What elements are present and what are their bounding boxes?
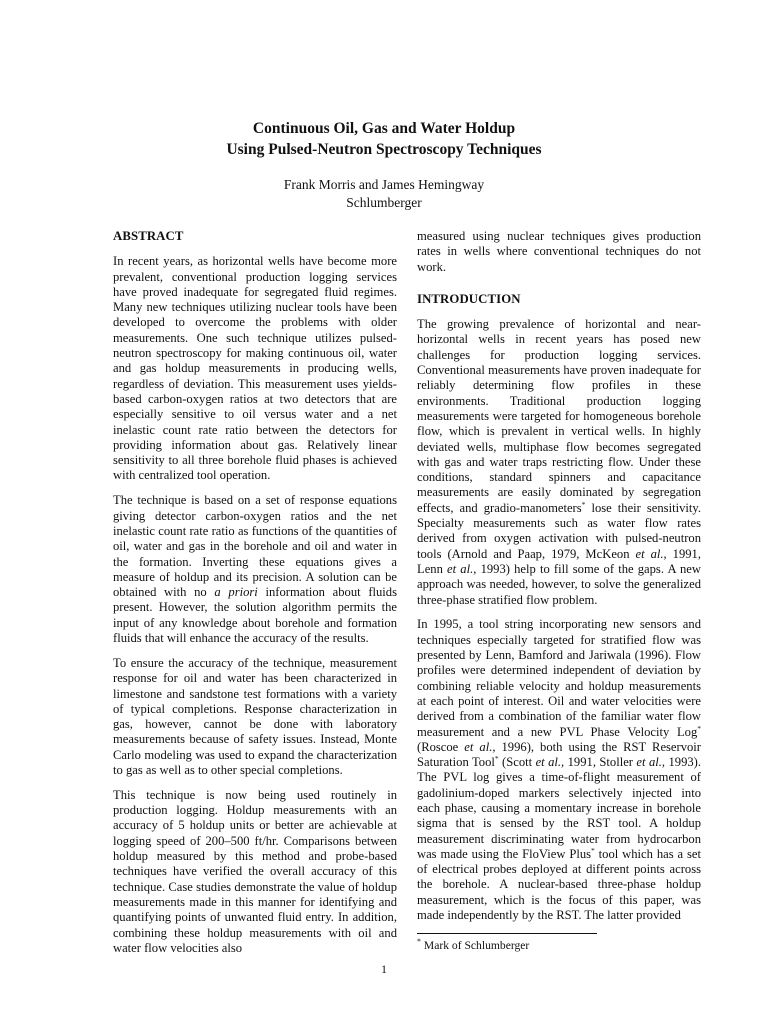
text-run: (Scott [498, 755, 536, 770]
text-run: , 1996), both using the RST Reservoir Saturation Tool [417, 739, 701, 770]
text-run: , 1993) help to fill some of the gaps. A new approach was needed, however, to solve the generalized three-phase stratified flow problem. [417, 561, 701, 607]
title-line-2: Using Pulsed-Neutron Spectroscopy Techniques [226, 141, 542, 158]
text-run: information about fluids present. However, the solution algorithm permits the input of any knowledge about borehole and formation fluids that will enhance the accuracy of the results. [113, 585, 398, 646]
introduction-heading: INTRODUCTION [417, 291, 521, 306]
abstract-continuation: measured using nuclear techniques gives production rates in wells where conventional techniques do not work. [417, 229, 701, 274]
text-run: , 1991, Stoller [561, 755, 637, 770]
right-column [417, 229, 701, 953]
text-run: The technique is based on a set of response equations giving detector carbon-oxygen ratios and the net inelastic count rate ratio as functions of the quantities of oil, water and gas in the borehole and oil and water in the formation. Inverting these equations gives a measure of holdup and its precision. A solution can be obtained with no [113, 493, 397, 600]
abstract-paragraph-4: This technique is now being used routinely in production logging. Holdup measurements with an accuracy of 5 holdup units or better are achievable at logging speed of 200–500 ft/hr. Comparisons between holdup measured by this method and probe-based techniques have verified the overall accuracy of this technique. Case studies demonstrate the value of holdup measurements made in this manner for identifying and quantifying points of unwanted fluid entry. In addition, combining these holdup measurements with oil and water flow velocities also [113, 787, 397, 955]
italic-text: et al. [535, 755, 562, 770]
abstract-paragraph-2 [113, 493, 397, 646]
footnote-mark: * [581, 499, 586, 509]
footnote-mark: * [697, 723, 701, 733]
text-run: The growing prevalence of horizontal and near-horizontal wells in recent years has posed new challenges for production logging services. Conventional measurements have proven inadequate for reliably determining flow profiles in these environments. Traditional production logging measurements were targeted for homogeneous borehole flow, which is prevalent in vertical wells. In highly deviated wells, multiphase flow becomes segregated with gas and water traps restricting flow. Under these conditions, standard spinners and capacitance measurements are easily dominated by segregation effects, and gradio-manometers [417, 317, 701, 515]
footnote-mark: * [591, 845, 595, 855]
italic-text: et al. [635, 546, 664, 561]
authors: Frank Morris and James Hemingway [283, 177, 485, 192]
abstract-paragraph-3: To ensure the accuracy of the technique, measurement response for oil and water has been characterized in limestone and sandstone test formations with a variety of typical completions. Response characterization in gas, however, cannot be done with laboratory measurements because of safety issues. Instead, Monte Carlo modeling was used to expand the characterization to gas as well as to other special completions. [113, 655, 397, 777]
introduction-paragraph-2 [417, 617, 701, 923]
affiliation: Schlumberger [346, 195, 422, 210]
italic-text: a priori [214, 585, 258, 600]
left-column [113, 229, 397, 966]
footnote [417, 938, 701, 953]
text-run: In 1995, a tool string incorporating new sensors and techniques especially targeted for stratified flow was presented by Lenn, Bamford and Jariwala (1996). Flow profiles were determined independent of deviation by combining reliable velocity and holdup measurements at each point of interest. Oil and water velocities were derived from a combination of the familiar water flow measurement and a new PVL Phase Velocity Log [417, 617, 701, 739]
title-line-1: Continuous Oil, Gas and Water Holdup [252, 120, 516, 137]
footnote-mark: * [494, 753, 499, 763]
text-run: tool which has a set of electrical probes deployed at different points across the borehole. A nuclear-based three-phase holdup measurement, which is the focus of this paper, was made independently by the RST. The latter provided [417, 846, 701, 923]
text-run: (Roscoe [417, 739, 465, 754]
author-block [0, 176, 768, 212]
abstract-heading: ABSTRACT [113, 229, 184, 243]
italic-text: et al. [447, 561, 474, 576]
text-run: , 1991, Lenn [417, 546, 701, 576]
footnote-text: Mark of Schlumberger [421, 938, 530, 952]
paper-title [0, 118, 768, 160]
footnote-mark: * [417, 937, 421, 947]
abstract-paragraph-1: In recent years, as horizontal wells have become more prevalent, conventional production logging services have proved inadequate for segregated fluid regimes. Many new techniques utilizing nuclear tools have been developed to overcome the problems with older measurements. One such technique utilizes pulsed-neutron spectroscopy for making continuous oil, water and gas holdup measurements in producing wells, regardless of deviation. This measurement uses yields-based carbon-oxygen ratios at two detectors that are especially sensitive to oil versus water and a net inelastic count rate ratio between the detectors for providing information about gas. Relatively linear sensitivity to all three borehole fluid phases is achieved with centralized tool operation. [113, 254, 397, 483]
italic-text: et al. [464, 739, 493, 754]
italic-text: et al. [636, 755, 662, 770]
text-run: , 1993). The PVL log gives a time-of-flight measurement of gadolinium-doped markers selectively injected into each phase, causing a momentary increase in borehole sigma that is sensed by the RST tool. A holdup measurement discriminating water from hydrocarbon was made using the FloView Plus [417, 755, 702, 861]
text-run: lose their sensitivity. Specialty measurements such as water flow rates derived from oxygen activation with pulsed-neutron tools (Arnold and Paap, 1979, McKeon [417, 500, 701, 561]
page-number: 1 [381, 962, 387, 976]
introduction-paragraph-1 [417, 317, 701, 608]
footnote-divider [417, 933, 597, 934]
